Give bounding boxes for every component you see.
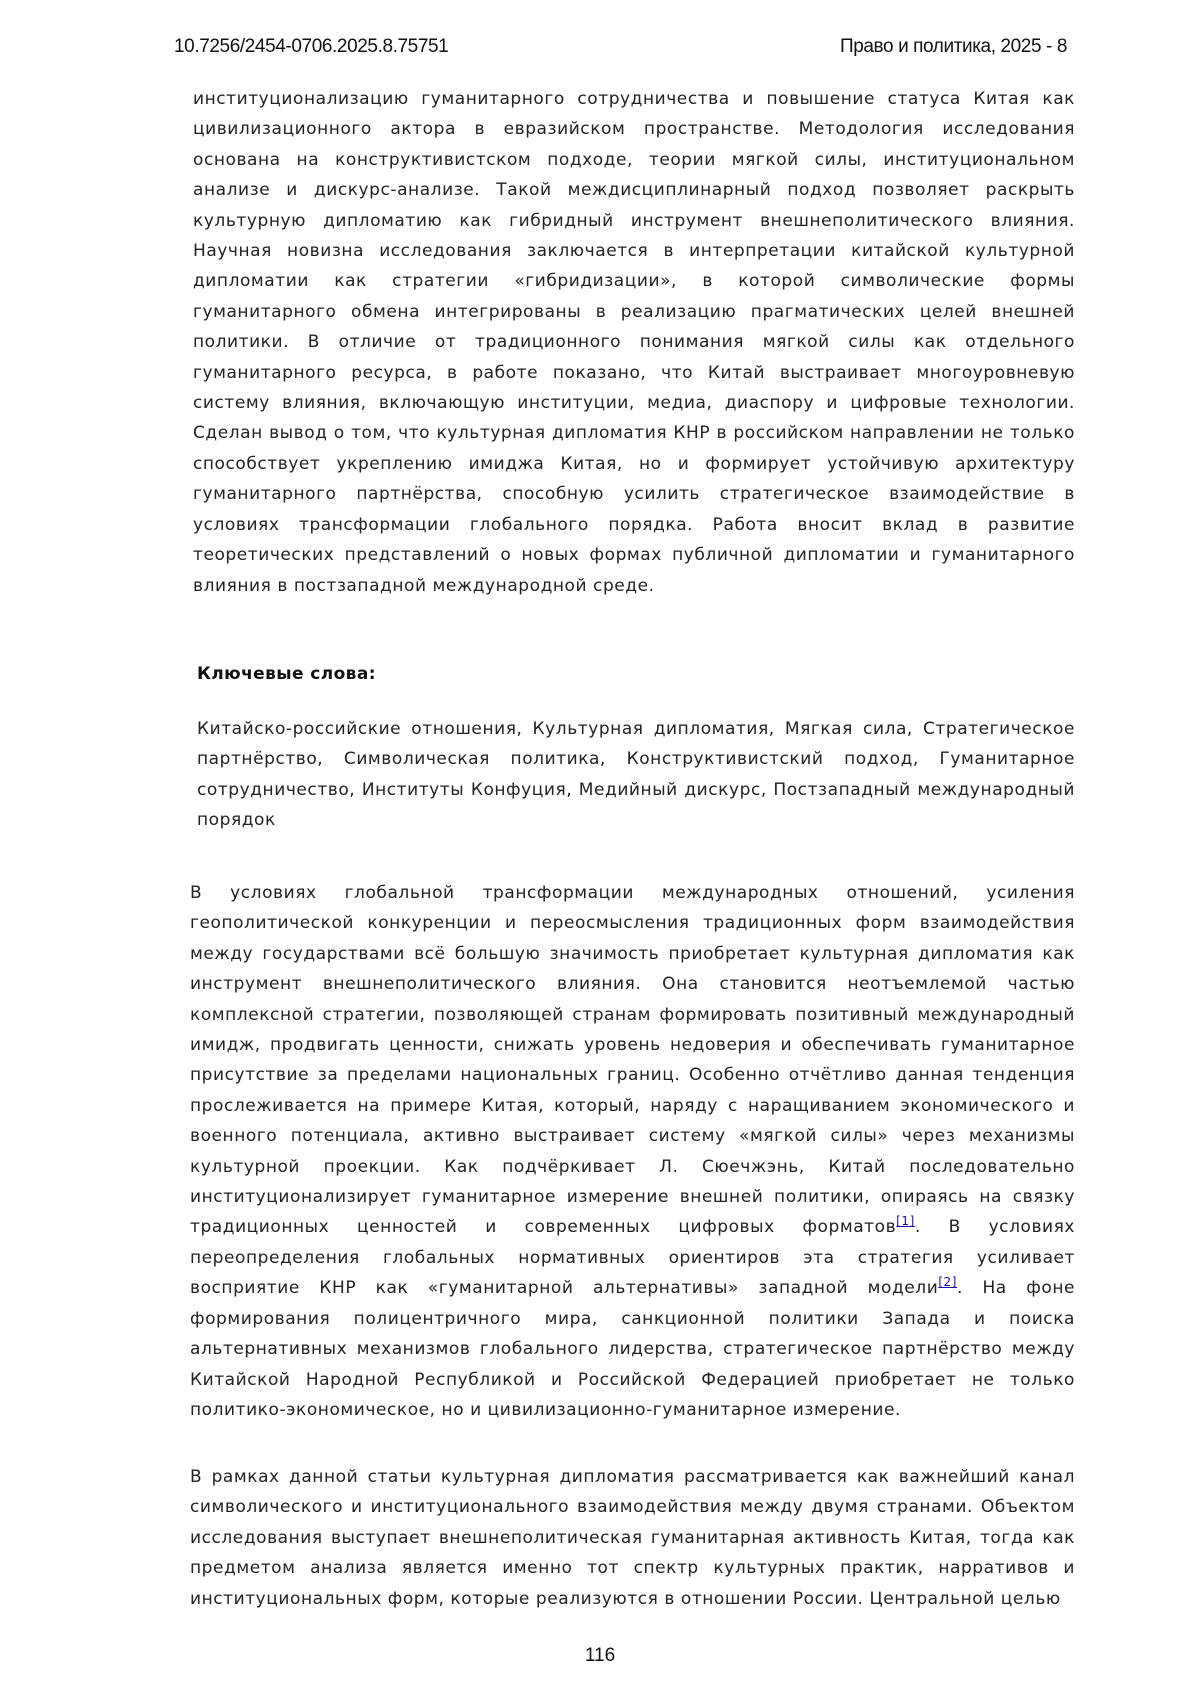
scope-paragraph: В рамках данной статьи культурная дипломатия рассматривается как важнейший канал символического и институционального взаимодействия между двумя странами. Объектом исследования выступает внешнеполитическая гуманитарная активность Китая, тогда как предметом анализа является именно тот спектр культурных практик, нарративов и институциональных форм, которые реализуются в отношении России. Центральной целью bbox=[190, 1462, 1075, 1614]
journal-header: Право и политика, 2025 - 8 bbox=[840, 36, 1067, 58]
intro-paragraph bbox=[190, 878, 1075, 1425]
intro-text-part1: В условиях глобальной трансформации международных отношений, усиления геополитической конкуренции и переосмысления традиционных форм взаимодействия между государствами всё большую значимость приобретает культурная дипломатия как инструмент внешнеполитического влияния. Она становится неотъемлемой частью комплексной стратегии, позволяющей странам формировать позитивный международный имидж, продвигать ценности, снижать уровень недоверия и обеспечивать гуманитарное присутствие за пределами национальных границ. Особенно отчётливо данная тенденция прослеживается на примере Китая, который, наряду с наращиванием экономического и военного потенциала, активно выстраивает систему «мягкой силы» через механизмы культурной проекции. Как подчёркивает Л. Сюечжэнь, Китай последовательно институционализирует гуманитарное измерение внешней политики, опираясь на связку традиционных ценностей и современных цифровых форматов bbox=[190, 883, 1075, 1237]
doi-header: 10.7256/2454-0706.2025.8.75751 bbox=[174, 36, 448, 58]
intro-text-part2: . В условиях переопределения глобальных нормативных ориентиров эта стратегия усиливает восприятие КНР как «гуманитарной альтернативы» западной модели bbox=[190, 1217, 1075, 1298]
footnote-ref-2[interactable]: [2] bbox=[938, 1275, 957, 1289]
keywords-title: Ключевые слова: bbox=[197, 664, 376, 684]
page-number: 116 bbox=[0, 1645, 1200, 1667]
footnote-ref-1[interactable]: [1] bbox=[896, 1214, 915, 1228]
abstract-paragraph: институционализацию гуманитарного сотрудничества и повышение статуса Китая как цивилизационного актора в евразийском пространстве. Методология исследования основана на конструктивистском подходе, теории мягкой силы, институциональном анализе и дискурс-анализе. Такой междисциплинарный подход позволяет раскрыть культурную дипломатию как гибридный инструмент внешнеполитического влияния. Научная новизна исследования заключается в интерпретации китайской культурной дипломатии как стратегии «гибридизации», в которой символические формы гуманитарного обмена интегрированы в реализацию прагматических целей внешней политики. В отличие от традиционного понимания мягкой силы как отдельного гуманитарного ресурса, в работе показано, что Китай выстраивает многоуровневую систему влияния, включающую институции, медиа, диаспору и цифровые технологии. Сделан вывод о том, что культурная дипломатия КНР в российском направлении не только способствует укреплению имиджа Китая, но и формирует устойчивую архитектуру гуманитарного партнёрства, способную усилить стратегическое взаимодействие в условиях трансформации глобального порядка. Работа вносит вклад в развитие теоретических представлений о новых формах публичной дипломатии и гуманитарного влияния в постзападной международной среде. bbox=[193, 84, 1075, 601]
intro-text-part3: . На фоне формирования полицентричного мира, санкционной политики Запада и поиска альтернативных механизмов глобального лидерства, стратегическое партнёрство между Китайской Народной Республикой и Российской Федерацией приобретает не только политико-экономическое, но и цивилизационно-гуманитарное измерение. bbox=[190, 1278, 1075, 1420]
keywords-list: Китайско-российские отношения, Культурная дипломатия, Мягкая сила, Стратегическое партнёрство, Символическая политика, Конструктивистский подход, Гуманитарное сотрудничество, Институты Конфуция, Медийный дискурс, Постзападный международный порядок bbox=[197, 714, 1075, 836]
